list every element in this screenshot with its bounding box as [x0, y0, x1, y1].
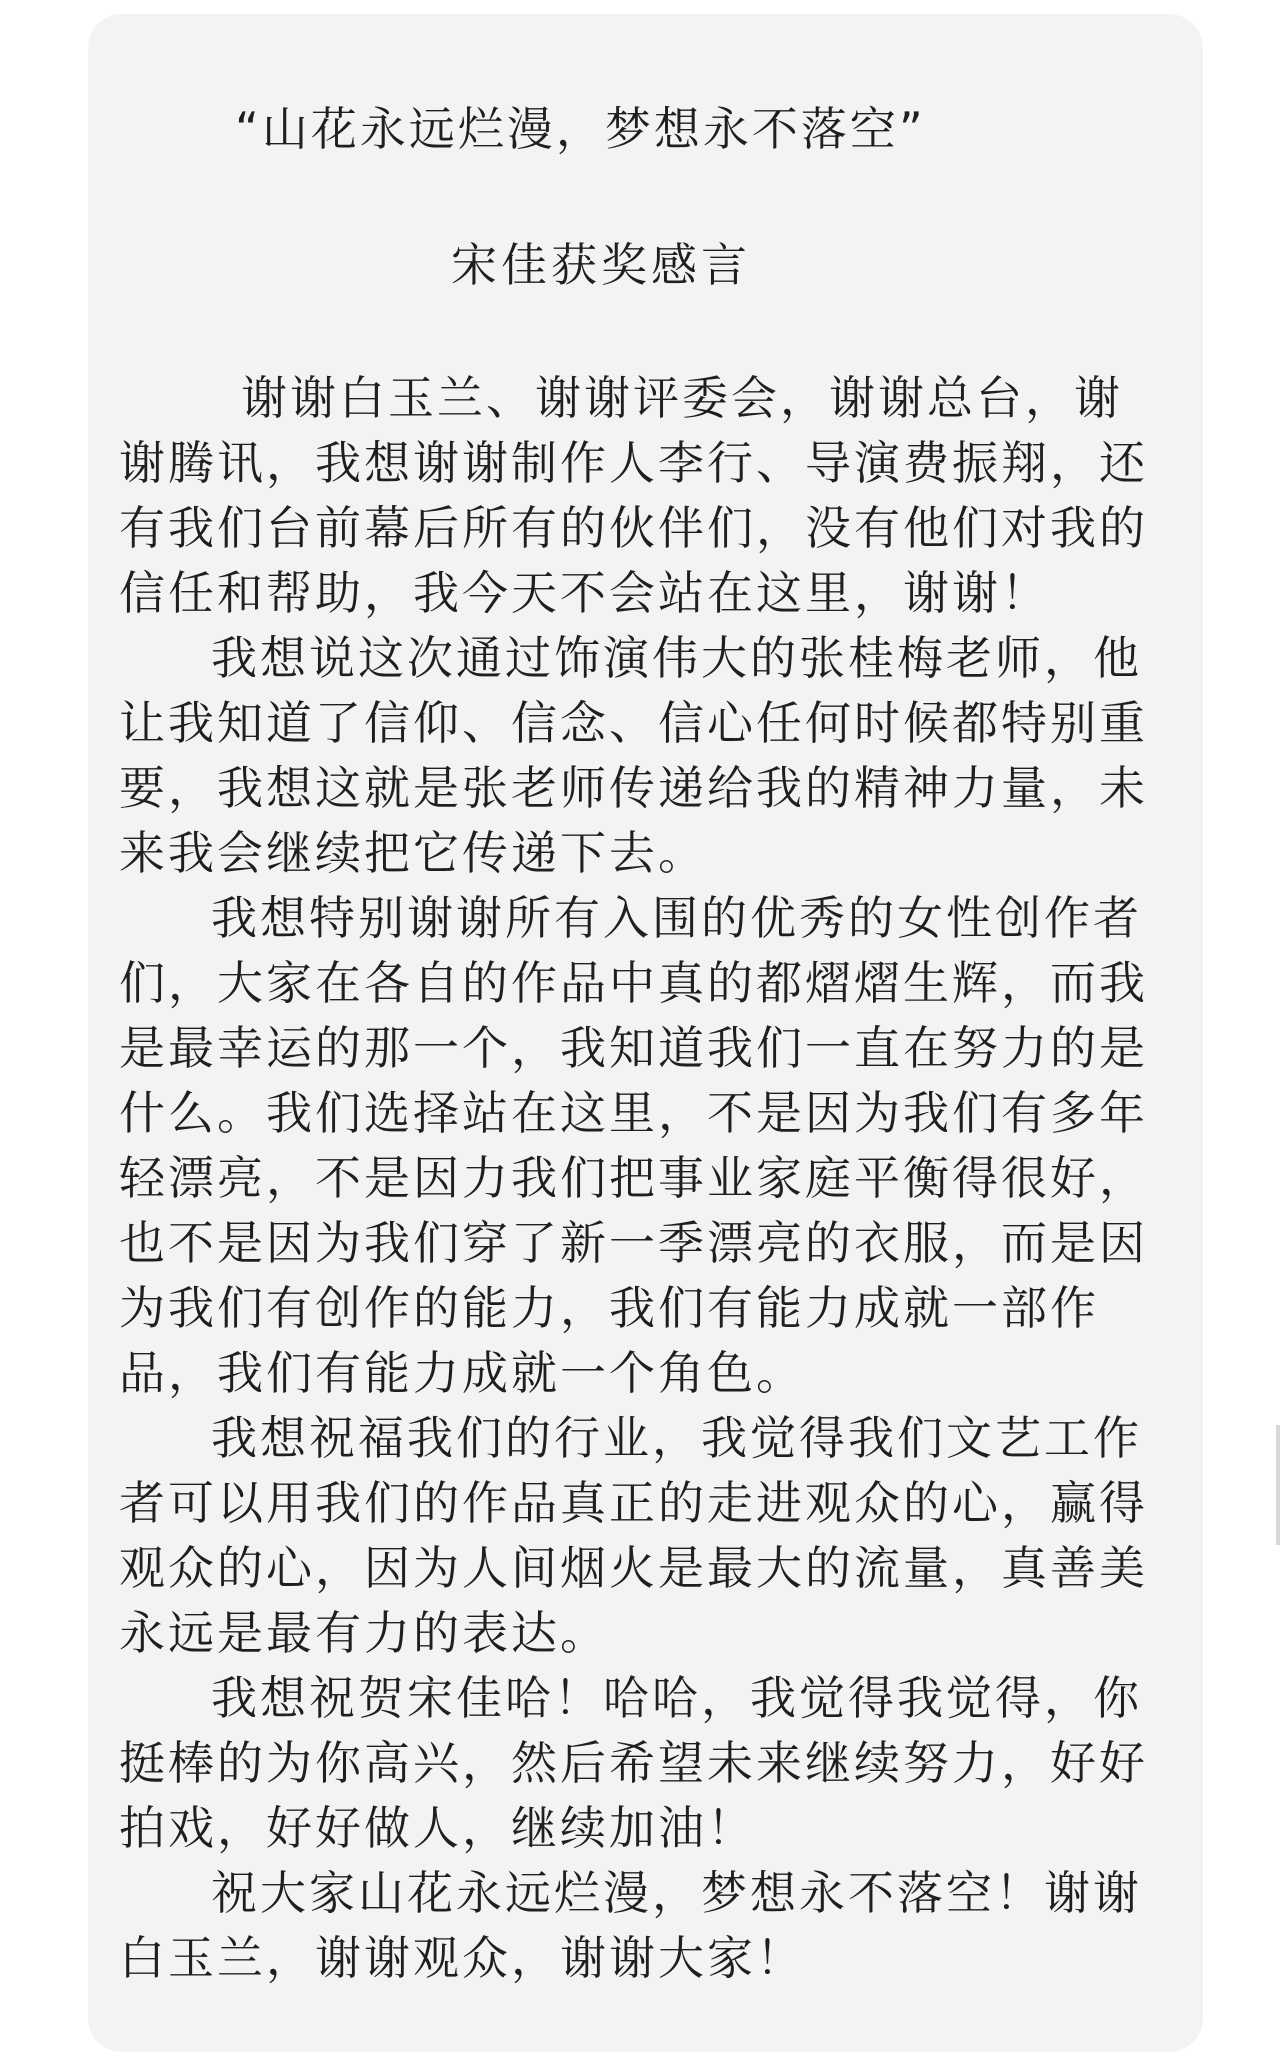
- speech-paragraph-1: 谢谢白玉兰、谢谢评委会，谢谢总台，谢谢腾讯，我想谢谢制作人李行、导演费振翔，还有我们台前幕后所有的伙伴们，没有他们对我的信任和帮助，我今天不会站在这里，谢谢！: [119, 371, 1148, 620]
- speech-paragraph-5: 我想祝贺宋佳哈！哈哈，我觉得我觉得，你挺棒的为你高兴，然后希望未来继续努力，好好拍戏，好好做人，继续加油！: [119, 1671, 1148, 1855]
- speech-subtitle: 宋佳获奖感言: [451, 238, 751, 292]
- speech-paragraph-4: 我想祝福我们的行业，我觉得我们文艺工作者可以用我们的作品真正的走进观众的心，赢得观众的心，因为人间烟火是最大的流量，真善美永远是最有力的表达。: [119, 1411, 1148, 1660]
- speech-paragraph-2: 我想说这次通过饰演伟大的张桂梅老师，他让我知道了信仰、信念、信心任何时候都特别重要，我想这就是张老师传递给我的精神力量，未来我会继续把它传递下去。: [119, 631, 1148, 880]
- speech-paragraph-3: 我想特别谢谢所有入围的优秀的女性创作者们，大家在各自的作品中真的都熠熠生辉，而我是最幸运的那一个，我知道我们一直在努力的是什么。我们选择站在这里，不是因为我们有多年轻漂亮，不是因力我们把事业家庭平衡得很好，也不是因为我们穿了新一季漂亮的衣服，而是因为我们有创作的能力，我们有能力成就一部作品，我们有能力成就一个角色。: [119, 891, 1148, 1400]
- scroll-edge-indicator: [1276, 1425, 1280, 1545]
- speech-paragraph-6: 祝大家山花永远烂漫，梦想永不落空！谢谢白玉兰，谢谢观众，谢谢大家！: [119, 1866, 1142, 1985]
- speech-card: [88, 14, 1203, 2052]
- speech-body: [119, 366, 1159, 1991]
- speech-title: “山花永远烂漫，梦想永不落空”: [235, 102, 926, 156]
